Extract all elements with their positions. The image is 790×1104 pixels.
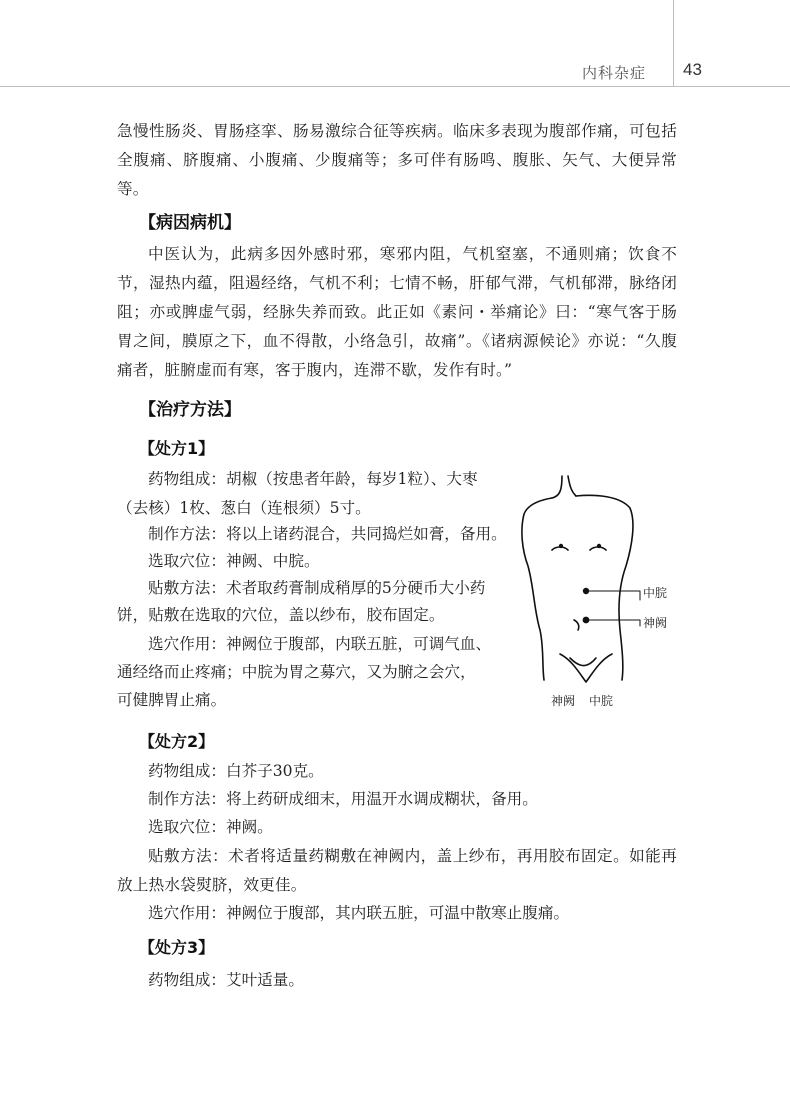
rx1-line: 选取穴位：神阙、中脘。 — [148, 552, 320, 570]
rx1-line: 可健脾胃止痛。 — [117, 691, 227, 709]
zhongwan-leader-line — [586, 591, 640, 600]
rx2-application: 贴敷方法：术者将适量药糊敷在神阙内，盖上纱布，再用胶布固定。如能再放上热水袋熨脐，效更佳。 — [117, 847, 677, 894]
header-rule — [0, 86, 790, 87]
underwear-outline — [560, 654, 612, 682]
rx1-line: 贴敷方法：术者取药膏制成稍厚的5分硬币大小药 — [148, 579, 486, 597]
rx2-points: 选取穴位：神阙。 — [148, 818, 273, 836]
rx1-line: （去核）1枚、葱白（连根须）5寸。 — [117, 499, 371, 517]
rx1-line: 通经络而止疼痛；中脘为胃之募穴，又为腑之会穴， — [117, 663, 476, 681]
rx3-heading: 【处方3】 — [139, 938, 215, 957]
caption-shenque: 神阙 — [551, 694, 576, 708]
zhongwan-point — [583, 588, 589, 594]
rx2-heading: 【处方2】 — [139, 732, 215, 751]
figure-caption — [551, 692, 627, 709]
intro-paragraph: 急慢性肠炎、胃肠痉挛、肠易激综合征等疾病。临床多表现为腹部作痛，可包括全腹痛、脐腹痛、小腹痛、少腹痛等；多可伴有肠鸣、腹胀、矢气、大便异常等。 — [117, 122, 677, 198]
navel-curve — [574, 620, 579, 630]
etiology-heading: 【病因病机】 — [139, 213, 241, 233]
rx2-preparation: 制作方法：将上药研成细末，用温开水调成糊状，备用。 — [148, 790, 538, 808]
left-side-outline — [522, 498, 552, 680]
rx1-line: 选穴作用：神阙位于腹部，内联五脏，可调气血、 — [148, 635, 492, 653]
rx1-heading: 【处方1】 — [139, 439, 215, 458]
shenque-label: 神阙 — [643, 616, 668, 630]
treatment-heading: 【治疗方法】 — [139, 400, 241, 420]
rx1-line: 饼，贴敷在选取的穴位，盖以纱布，胶布固定。 — [117, 606, 445, 624]
page-number: 43 — [683, 60, 702, 79]
rx2-effect: 选穴作用：神阙位于腹部，其内联五脏，可温中散寒止腹痛。 — [148, 904, 570, 922]
zhongwan-label: 中脘 — [643, 586, 668, 600]
rx1-line: 制作方法：将以上诸药混合，共同捣烂如膏，备用。 — [148, 525, 507, 543]
shenque-leader-line — [586, 620, 640, 626]
neck-left-outline — [552, 476, 562, 498]
etiology-paragraph: 中医认为，此病多因外感时邪，寒邪内阻，气机窒塞，不通则痛；饮食不节，湿热内蕴，阻遏经络，气机不利；七情不畅，肝郁气滞，气机郁滞，脉络闭阻；亦或脾虚气弱，经脉失养而致。此正如《素问・举痛论》曰：“寒气客于肠胃之间，膜原之下，血不得散，小络急引，故痛”。《诸病源候论》亦说：“久腹痛者，脏腑虚而有寒，客于腹内，连滞不歇，发作有时。” — [117, 245, 677, 379]
header-divider — [673, 0, 674, 86]
caption-zhongwan: 中脘 — [589, 694, 614, 708]
rx3-composition: 药物组成：艾叶适量。 — [148, 971, 304, 989]
rx2-composition: 药物组成：白芥子30克。 — [148, 762, 324, 780]
right-side-outline — [576, 495, 633, 680]
left-nipple — [559, 544, 563, 548]
neck-right-outline — [568, 476, 576, 496]
rx1-line: 药物组成：胡椒（按患者年龄，每岁1粒）、大枣 — [148, 470, 478, 488]
shenque-point — [583, 617, 590, 624]
running-head-title: 内科杂症 — [582, 64, 647, 82]
right-nipple — [597, 544, 601, 548]
